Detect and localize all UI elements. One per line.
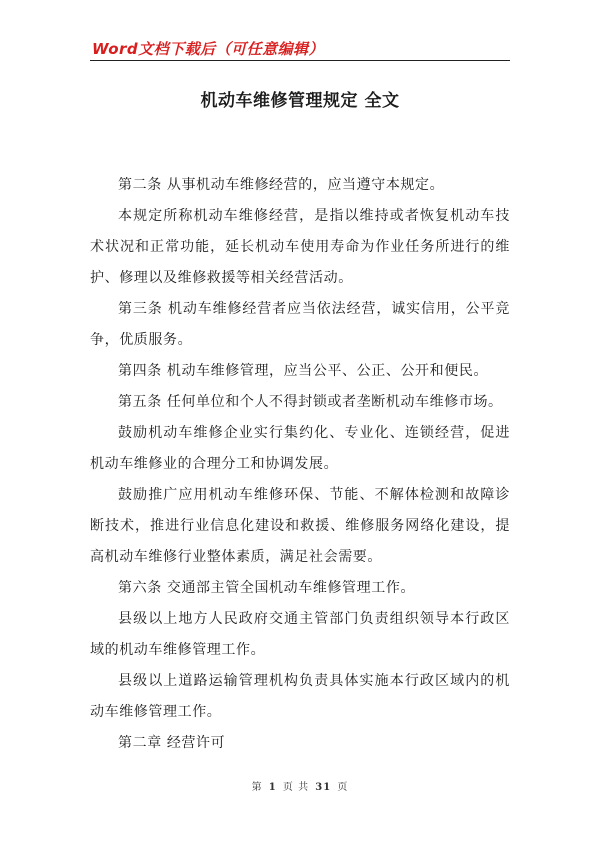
paragraph: 县级以上道路运输管理机构负责具体实施本行政区域内的机动车维修管理工作。	[90, 673, 510, 720]
footer-middle: 页 共	[282, 782, 310, 793]
paragraph: 本规定所称机动车维修经营，是指以维持或者恢复机动车技术状况和正常功能，延长机动车使用寿命为作业任务所进行的维护、修理以及维修救援等相关经营活动。	[90, 208, 510, 286]
current-page-number: 1	[268, 782, 277, 793]
paragraph: 第六条 交通部主管全国机动车维修管理工作。	[118, 580, 416, 596]
header-rule	[90, 60, 510, 61]
footer-prefix: 第	[251, 782, 263, 793]
document-body	[90, 170, 510, 759]
paragraph: 第四条 机动车维修管理，应当公平、公正、公开和便民。	[118, 363, 489, 379]
paragraph: 第五条 任何单位和个人不得封锁或者垄断机动车维修市场。	[118, 394, 503, 410]
footer-suffix: 页	[337, 782, 349, 793]
paragraph: 鼓励机动车维修企业实行集约化、专业化、连锁经营，促进机动车维修业的合理分工和协调发展。	[90, 425, 510, 472]
paragraph: 第三条 机动车维修经营者应当依法经营，诚实信用，公平竞争，优质服务。	[90, 301, 510, 348]
paragraph: 第二条 从事机动车维修经营的，应当遵守本规定。	[118, 177, 445, 193]
document-title: 机动车维修管理规定 全文	[200, 91, 400, 111]
paragraph: 鼓励推广应用机动车维修环保、节能、不解体检测和故障诊断技术，推进行业信息化建设和救援、维修服务网络化建设，提高机动车维修行业整体素质，满足社会需要。	[90, 487, 510, 565]
paragraph: 县级以上地方人民政府交通主管部门负责组织领导本行政区域的机动车维修管理工作。	[90, 611, 510, 658]
total-pages-number: 31	[315, 782, 332, 793]
paragraph: 第二章 经营许可	[118, 735, 226, 751]
download-watermark: Word文档下载后（可任意编辑）	[92, 40, 325, 58]
page-footer	[0, 778, 600, 793]
